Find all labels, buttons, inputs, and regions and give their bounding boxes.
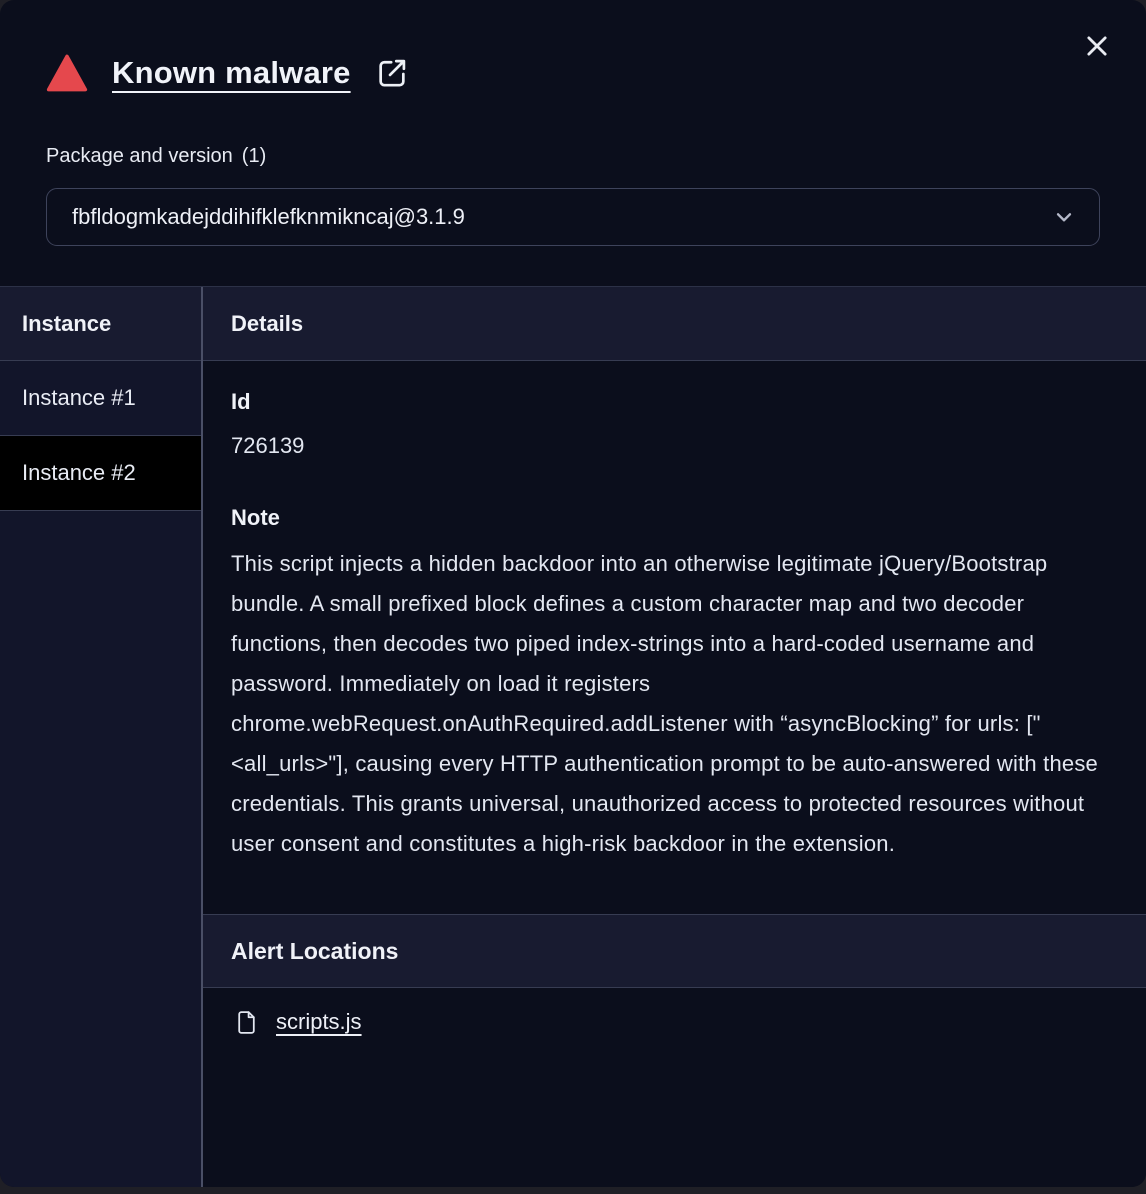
dialog-header xyxy=(0,0,1146,246)
details-column-header: Details xyxy=(203,287,1146,361)
details-column xyxy=(203,287,1146,1187)
note-label: Note xyxy=(231,505,280,530)
external-link-icon[interactable] xyxy=(375,56,409,90)
alert-title-row xyxy=(46,0,1100,93)
instance-column-header: Instance xyxy=(0,287,201,361)
package-version-select[interactable] xyxy=(46,188,1100,246)
chevron-down-icon xyxy=(1051,204,1077,230)
instances-table xyxy=(0,286,1146,1187)
alert-location-file-link[interactable]: scripts.js xyxy=(276,1009,362,1034)
package-label-text: Package and version xyxy=(46,145,233,167)
alert-location-file-row[interactable] xyxy=(203,988,1146,1056)
alert-locations-header: Alert Locations xyxy=(203,914,1146,988)
close-button[interactable] xyxy=(1080,30,1114,64)
selected-package-value: fbfldogmkadejddihifklefknmikncaj@3.1.9 xyxy=(72,204,465,229)
id-value: 726139 xyxy=(231,433,305,458)
close-icon xyxy=(1083,32,1111,63)
instance-column-filler xyxy=(0,511,201,1187)
instance-details xyxy=(203,361,1146,914)
file-icon xyxy=(234,1009,259,1036)
id-label: Id xyxy=(231,389,251,414)
sidebar-item-instance-2[interactable]: Instance #2 xyxy=(0,436,201,511)
instance-column xyxy=(0,287,203,1187)
package-selector-label xyxy=(46,145,1100,168)
sidebar-item-instance-1[interactable]: Instance #1 xyxy=(0,361,201,436)
package-count: (1) xyxy=(241,145,267,167)
warning-triangle-icon xyxy=(46,53,88,93)
alert-title-link[interactable]: Known malware xyxy=(112,55,351,90)
details-column-filler xyxy=(203,1056,1146,1187)
note-text: This script injects a hidden backdoor into an otherwise legitimate jQuery/Bootstrap bundle. A small prefixed block defines a custom character map and two decoder functions, then decodes two piped index-strings into a hard-coded username and password. Immediately on load it registers chrome.webRequest.onAuthRequired.addListener with “asyncBlocking” for urls: ["<all_urls>"], causing every HTTP authentication prompt to be auto-answered with these credentials. This grants universal, unauthorized access to protected resources without user consent and constitutes a high-risk backdoor in the extension. xyxy=(231,551,1098,856)
